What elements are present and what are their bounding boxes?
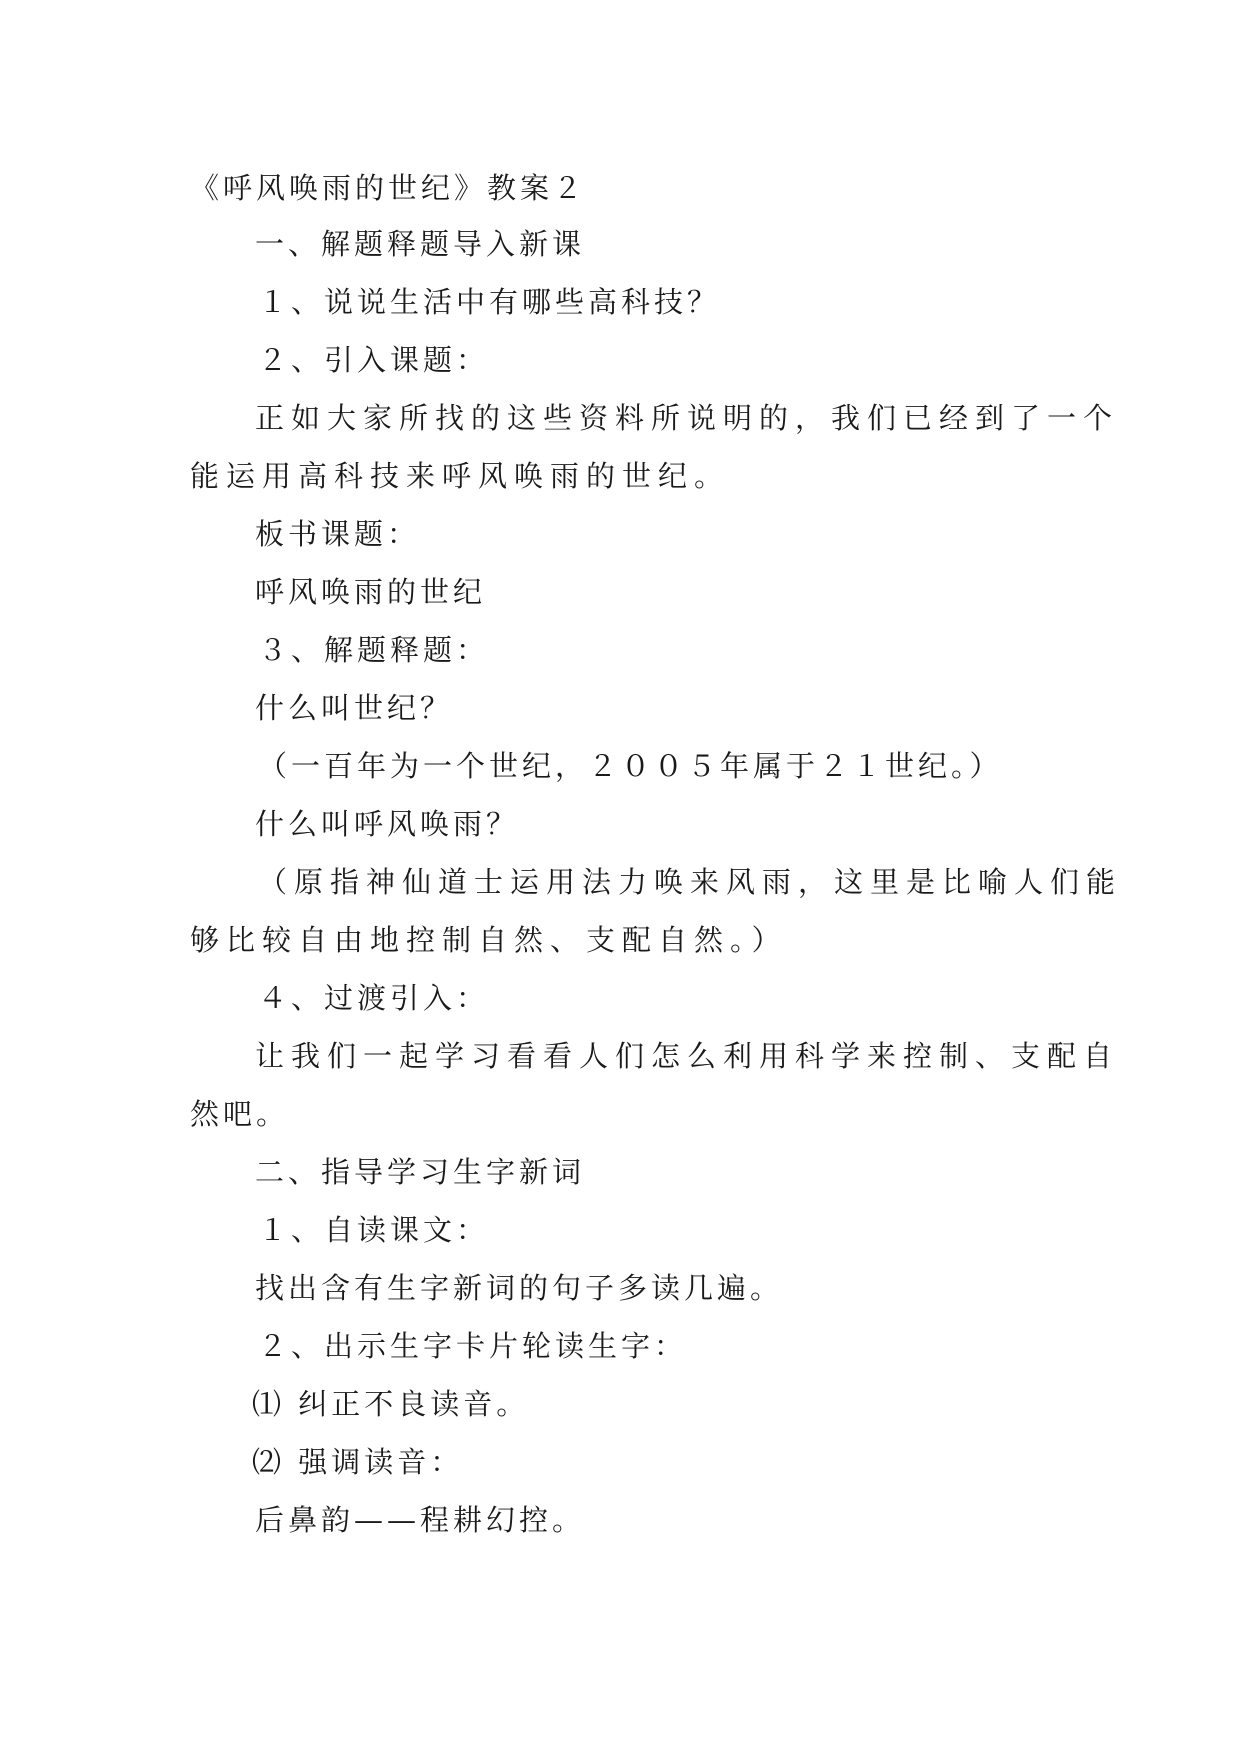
paragraph-line: 够比较自由地控制自然、支配自然。） <box>190 923 788 957</box>
paragraph-line: 板书课题： <box>255 517 421 551</box>
paragraph-line: 找出含有生字新词的句子多读几遍。 <box>255 1271 784 1305</box>
paragraph-line: （一百年为一个世纪，２００５年属于２１世纪。） <box>258 749 1003 783</box>
document-title: 《呼风唤雨的世纪》教案２ <box>190 171 587 205</box>
paragraph-line: 什么叫世纪？ <box>255 691 454 725</box>
section-heading-2: 二、指导学习生字新词 <box>255 1155 586 1189</box>
paragraph-line: 什么叫呼风唤雨？ <box>255 807 520 841</box>
paragraph-line: 呼风唤雨的世纪 <box>255 575 487 609</box>
paragraph-line: 然吧。 <box>190 1097 290 1131</box>
paragraph-line: ２、引入课题： <box>258 343 490 377</box>
section-heading-1: 一、解题释题导入新课 <box>255 227 586 261</box>
paragraph-line: ２、出示生字卡片轮读生字： <box>258 1329 688 1363</box>
paragraph-line: 后鼻韵——程耕幻控。 <box>255 1503 586 1537</box>
paragraph-line: 正如大家所找的这些资料所说明的，我们已经到了一个 <box>255 401 1120 435</box>
paragraph-line: （原指神仙道士运用法力唤来风雨，这里是比喻人们能 <box>258 865 1123 899</box>
paragraph-line: ⑴ 纠正不良读音。 <box>252 1387 530 1421</box>
paragraph-line: １、说说生活中有哪些高科技？ <box>258 285 721 319</box>
paragraph-line: ３、解题释题： <box>258 633 490 667</box>
paragraph-line: １、自读课文： <box>258 1213 490 1247</box>
paragraph-line: 让我们一起学习看看人们怎么利用科学来控制、支配自 <box>255 1039 1120 1073</box>
paragraph-line: ４、过渡引入： <box>258 981 490 1015</box>
paragraph-line: ⑵ 强调读音： <box>252 1445 464 1479</box>
paragraph-line: 能运用高科技来呼风唤雨的世纪。 <box>190 459 731 493</box>
